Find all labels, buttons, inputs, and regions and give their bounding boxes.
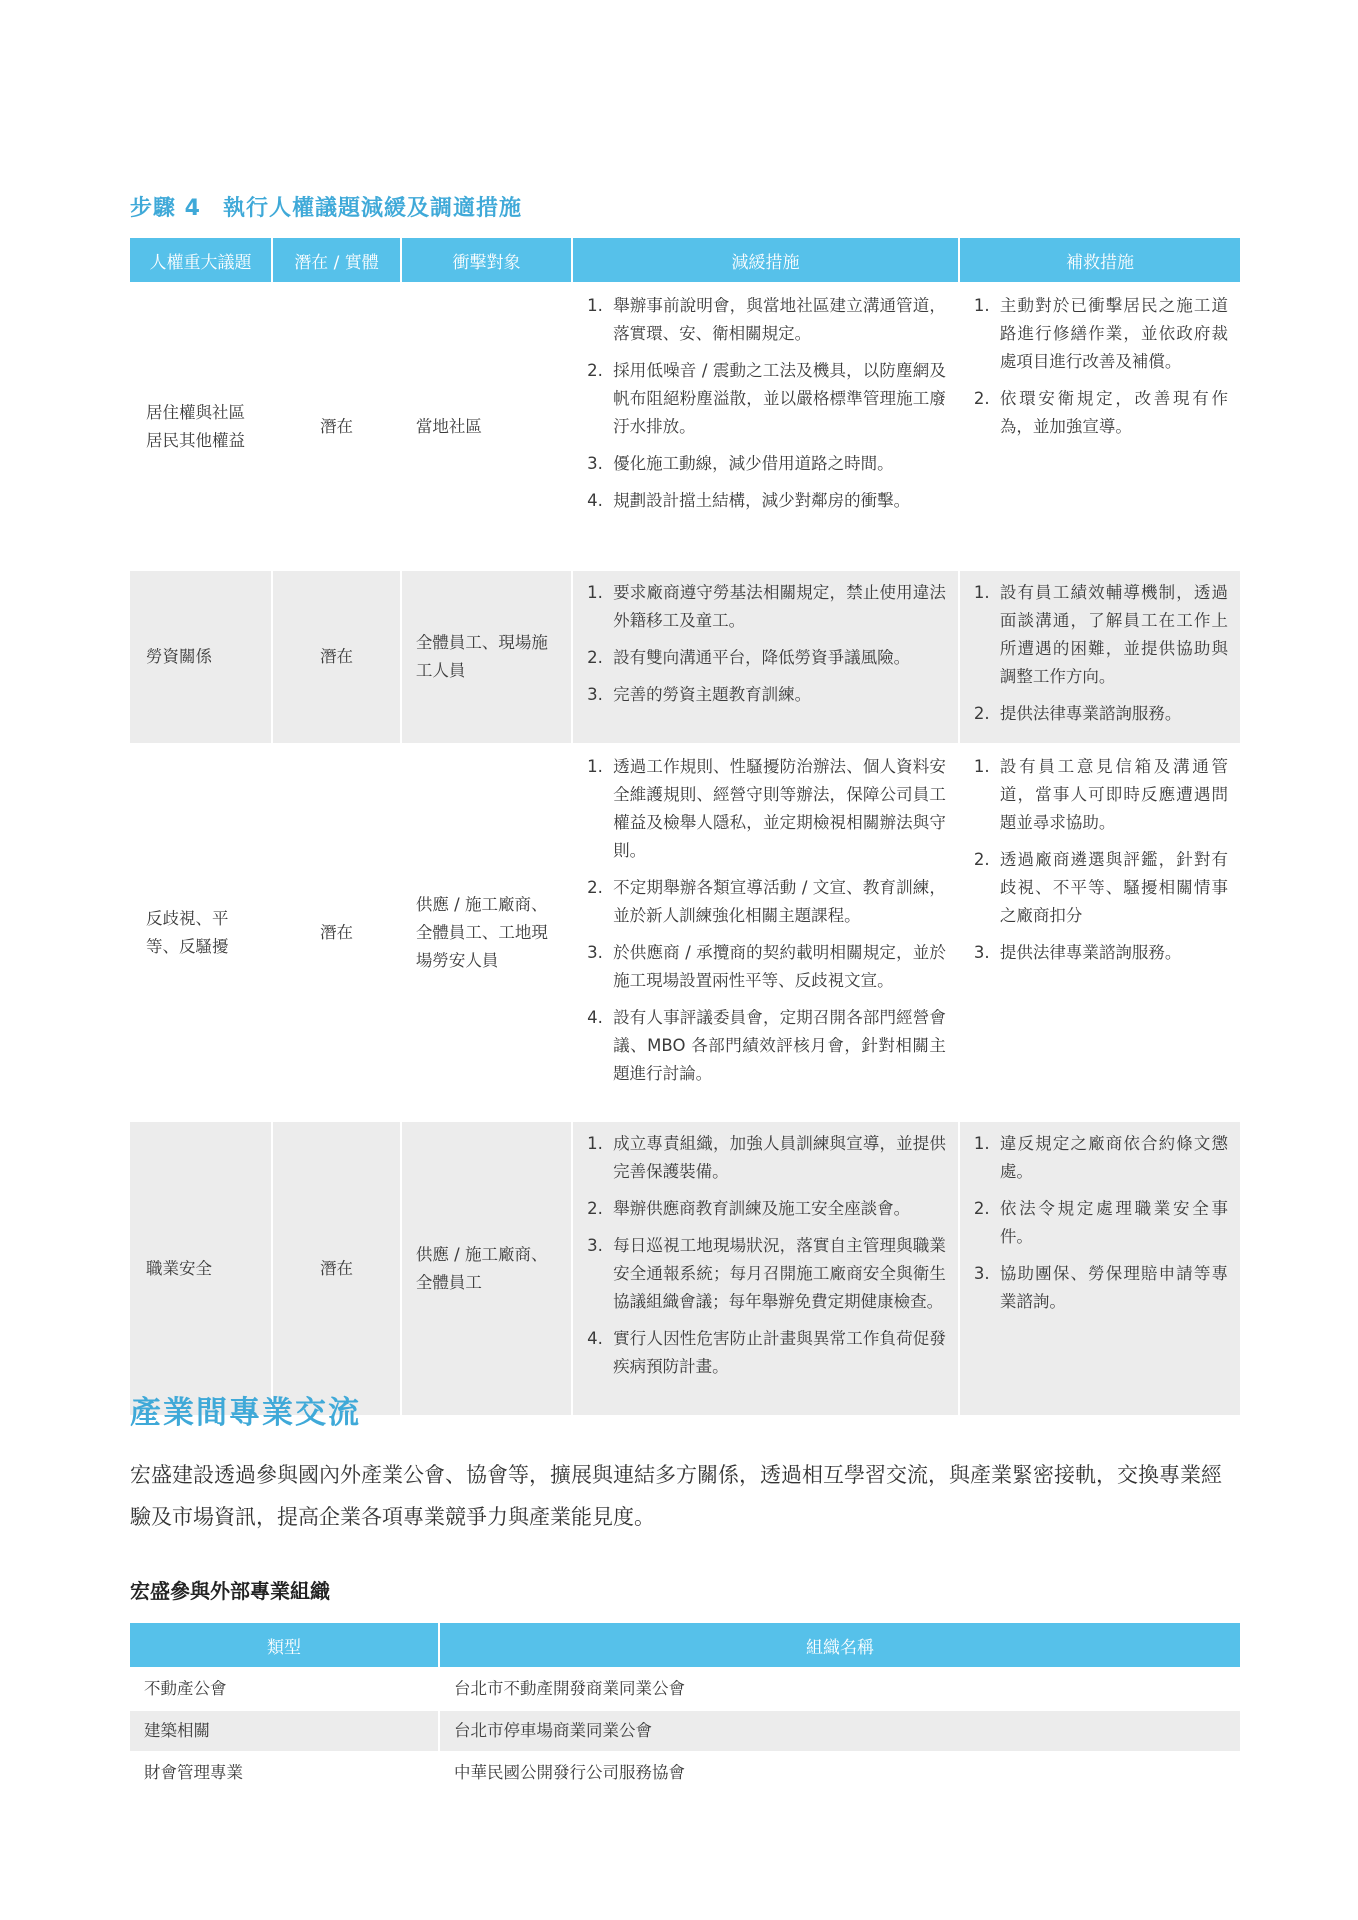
mitigation-cell — [573, 1122, 958, 1415]
type-cell: 潛在 — [319, 922, 353, 942]
org-name-cell: 台北市停車場商業同業公會 — [440, 1711, 1240, 1751]
target-cell: 全體員工、現場施工人員 — [402, 571, 571, 743]
table-row — [130, 1711, 1240, 1751]
header-issue: 人權重大議題 — [130, 238, 271, 282]
list-item: 2. 舉辦供應商教育訓練及施工安全座談會。 — [587, 1199, 911, 1218]
list-item: 3. 優化施工動線，減少借用道路之時間。 — [587, 454, 894, 473]
issue-cell: 勞資關係 — [130, 571, 271, 743]
header-org-name: 組織名稱 — [440, 1623, 1240, 1667]
target-cell: 供應 / 施工廠商、全體員工 — [402, 1122, 571, 1415]
issue-cell: 反歧視、平等、反騷擾 — [146, 908, 229, 956]
header-mitigation: 減緩措施 — [573, 238, 958, 282]
list-item: 3. 協助團保、勞保理賠申請等專業諮詢。 — [973, 1264, 1228, 1311]
table-row — [130, 284, 1240, 569]
table-header-row — [130, 238, 1240, 282]
list-item: 1. 設有員工績效輔導機制，透過面談溝通，了解員工在工作上所遭遇的困難，並提供協助與調整工作方向。 — [973, 583, 1228, 686]
remedy-cell — [960, 745, 1240, 1120]
target-cell: 供應 / 施工廠商、全體員工、工地現場勞安人員 — [415, 894, 548, 970]
issue-cell: 居住權與社區居民其他權益 — [146, 402, 245, 450]
header-type: 潛在 / 實體 — [273, 238, 400, 282]
list-item: 4. 規劃設計擋土結構，減少對鄰房的衝擊。 — [587, 491, 911, 510]
table-row — [130, 1669, 1240, 1709]
step-number: 步驟 4 — [130, 196, 201, 221]
header-target: 衝擊對象 — [402, 238, 571, 282]
list-item: 1. 舉辦事前說明會，與當地社區建立溝通管道，落實環、安、衛相關規定。 — [587, 296, 946, 343]
table-row — [130, 745, 1240, 1120]
type-cell: 潛在 — [319, 416, 353, 436]
mitigation-cell — [573, 571, 958, 743]
list-item: 2. 依法令規定處理職業安全事件。 — [973, 1199, 1228, 1246]
header-remedy: 補救措施 — [960, 238, 1240, 282]
list-item: 2. 依環安衛規定，改善現有作為，並加強宣導。 — [973, 389, 1228, 436]
target-cell: 當地社區 — [415, 416, 482, 436]
list-item: 2. 採用低噪音 / 震動之工法及機具，以防塵網及帆布阻絕粉塵溢散，並以嚴格標準管理施工廢汙水排放。 — [587, 361, 946, 436]
list-item: 4. 設有人事評議委員會，定期召開各部門經營會議、MBO 各部門績效評核月會，針對相關主題進行討論。 — [587, 1008, 946, 1083]
org-table-title: 宏盛參與外部專業組織 — [130, 1579, 330, 1603]
list-item: 1. 成立專責組織，加強人員訓練與宣導，並提供完善保護裝備。 — [587, 1134, 946, 1181]
list-item: 1. 設有員工意見信箱及溝通管道，當事人可即時反應遭遇問題並尋求協助。 — [973, 757, 1228, 832]
list-item: 2. 不定期舉辦各類宣導活動 / 文宣、教育訓練，並於新人訓練強化相關主題課程。 — [587, 878, 946, 925]
remedy-cell — [960, 284, 1240, 569]
issue-cell: 職業安全 — [130, 1122, 271, 1415]
list-item: 2. 透過廠商遴選與評鑑，針對有歧視、不平等、騷擾相關情事之廠商扣分 — [973, 850, 1228, 925]
org-name-cell: 台北市不動產開發商業同業公會 — [454, 1679, 685, 1698]
org-type-cell: 建築相關 — [130, 1711, 438, 1751]
mitigation-cell — [573, 284, 958, 569]
type-cell: 潛在 — [273, 571, 400, 743]
external-organizations-table — [128, 1621, 1242, 1795]
list-item: 3. 提供法律專業諮詢服務。 — [973, 943, 1182, 962]
list-item: 3. 每日巡視工地現場狀況，落實自主管理與職業安全通報系統；每月召開施工廠商安全與衛生協議組織會議；每年舉辦免費定期健康檢查。 — [587, 1236, 946, 1311]
org-type-cell: 不動產公會 — [144, 1679, 227, 1698]
list-item: 3. 完善的勞資主題教育訓練。 — [587, 685, 812, 704]
org-type-cell: 財會管理專業 — [144, 1763, 243, 1782]
list-item: 1. 主動對於已衝擊居民之施工道路進行修繕作業，並依政府裁處項目進行改善及補償。 — [973, 296, 1228, 371]
section-intro: 宏盛建設透過參與國內外產業公會、協會等，擴展與連結多方關係，透過相互學習交流，與產業緊密接軌，交換專業經驗及市場資訊，提高企業各項專業競爭力與產業能見度。 — [130, 1463, 1222, 1529]
list-item: 1. 透過工作規則、性騷擾防治辦法、個人資料安全維護規則、經營守則等辦法，保障公司員工權益及檢舉人隱私，並定期檢視相關辦法與守則。 — [587, 757, 946, 860]
table-row — [130, 571, 1240, 743]
list-item: 1. 違反規定之廠商依合約條文懲處。 — [973, 1134, 1228, 1181]
list-item: 2. 設有雙向溝通平台，降低勞資爭議風險。 — [587, 648, 911, 667]
org-name-cell: 中華民國公開發行公司服務協會 — [454, 1763, 685, 1782]
step-title: 執行人權議題減緩及調適措施 — [222, 196, 522, 221]
mitigation-cell — [573, 745, 958, 1120]
remedy-cell — [960, 571, 1240, 743]
step-heading — [130, 191, 522, 222]
list-item: 2. 提供法律專業諮詢服務。 — [973, 704, 1182, 723]
table-row — [130, 1753, 1240, 1793]
list-item: 1. 要求廠商遵守勞基法相關規定，禁止使用違法外籍移工及童工。 — [587, 583, 946, 630]
human-rights-table — [128, 236, 1242, 1417]
list-item: 4. 實行人因性危害防止計畫與異常工作負荷促發疾病預防計畫。 — [587, 1329, 946, 1376]
table-row — [130, 1122, 1240, 1415]
section-title: 產業間專業交流 — [130, 1395, 361, 1431]
table-header-row — [130, 1623, 1240, 1667]
list-item: 3. 於供應商 / 承攬商的契約載明相關規定，並於施工現場設置兩性平等、反歧視文宣。 — [587, 943, 946, 990]
type-cell: 潛在 — [273, 1122, 400, 1415]
remedy-cell — [960, 1122, 1240, 1415]
header-org-type: 類型 — [130, 1623, 438, 1667]
